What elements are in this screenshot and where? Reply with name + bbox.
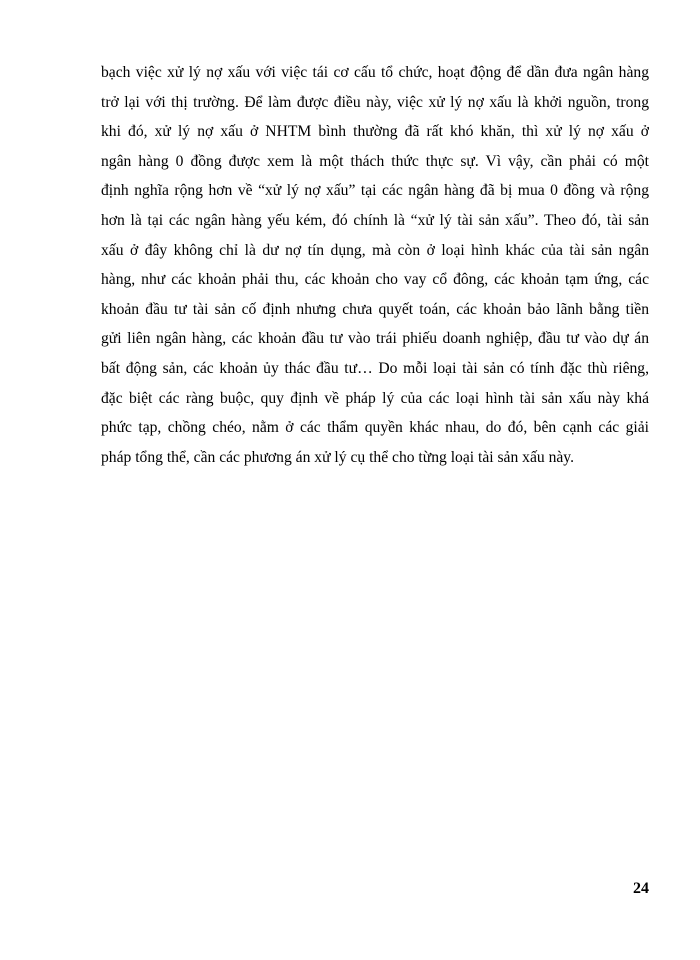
paragraph-line: khi đó, xử lý nợ xấu ở NHTM bình thường đã rất khó khăn, thì xử lý nợ xấu ở (101, 123, 649, 141)
paragraph-line: bạch việc xử lý nợ xấu với việc tái cơ cấu tổ chức, hoạt động để dần đưa ngân hàng (101, 64, 649, 81)
paragraph-line: khoản đầu tư tài sản cố định nhưng chưa quyết toán, các khoản bảo lãnh bằng tiền (101, 300, 649, 318)
paragraph-line: hàng, như các khoản phải thu, các khoản cho vay cổ đông, các khoản tạm ứng, các (101, 271, 649, 289)
paragraph-line: hơn là tại các ngân hàng yếu kém, đó chính là “xử lý tài sản xấu”. Theo đó, tài sản (101, 211, 649, 229)
paragraph-line: xấu ở đây không chỉ là dư nợ tín dụng, mà còn ở loại hình khác của tài sản ngân (101, 241, 649, 259)
page-number: 24 (633, 880, 649, 897)
paragraph-line: định nghĩa rộng hơn về “xử lý nợ xấu” tại các ngân hàng đã bị mua 0 đồng và rộng (101, 182, 649, 200)
paragraph-line: bất động sản, các khoản ủy thác đầu tư… Do mỗi loại tài sản có tính đặc thù riêng, (101, 359, 649, 377)
body-paragraph (101, 58, 649, 472)
paragraph-line: ngân hàng 0 đồng được xem là một thách thức thực sự. Vì vậy, cần phải có một (101, 152, 649, 170)
paragraph-line: trở lại với thị trường. Để làm được điều này, việc xử lý nợ xấu là khởi nguồn, trong (101, 93, 649, 111)
paragraph-line: pháp tổng thể, cần các phương án xử lý cụ thể cho từng loại tài sản xấu này. (101, 448, 574, 466)
paragraph-line: đặc biệt các ràng buộc, quy định về pháp lý của các loại hình tài sản xấu này khá (101, 389, 649, 407)
paragraph-line: phức tạp, chồng chéo, nằm ở các thẩm quyền khác nhau, do đó, bên cạnh các giải (101, 419, 649, 437)
paragraph-line: gửi liên ngân hàng, các khoản đầu tư vào trái phiếu doanh nghiệp, đầu tư vào dự án (101, 330, 649, 348)
